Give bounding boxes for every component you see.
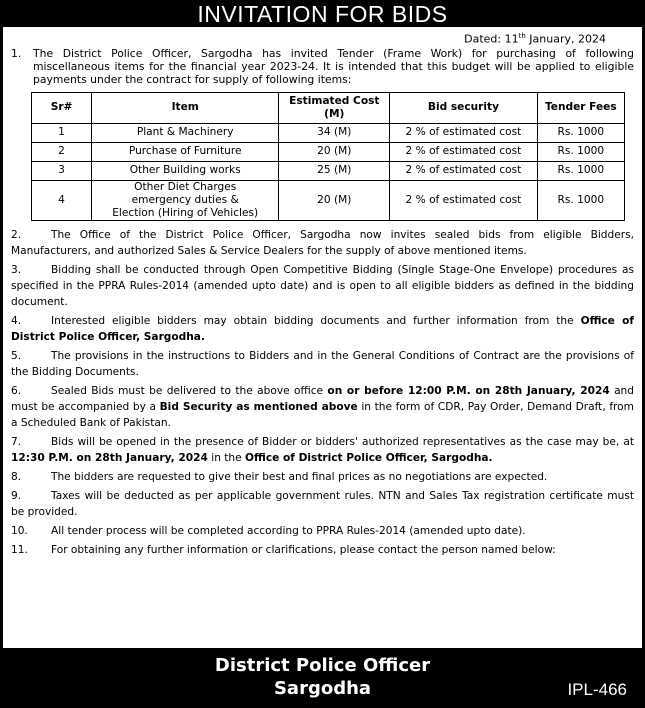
table-cell: Rs. 1000: [537, 180, 624, 220]
paragraph-text: Bids will be opened in the presence of Bidder or bidders' authorized representatives as the case may be, at: [51, 435, 634, 448]
table-cell: Other Building works: [92, 161, 279, 180]
table-row: [32, 123, 625, 142]
emphasis-text: on or before 12:00 P.M. on 28th January, 2024: [327, 384, 610, 397]
paragraph-4: [11, 313, 634, 345]
paragraph-number: 2.: [11, 228, 22, 241]
paragraph-number: 3.: [11, 263, 22, 276]
table-cell: 2: [32, 142, 92, 161]
emphasis-text: Office of District Police Officer, Sargodha.: [245, 451, 493, 464]
ad-title: INVITATION FOR BIDS: [0, 0, 645, 27]
table-cell: 25 (M): [279, 161, 390, 180]
paragraph-number: 7.: [11, 435, 22, 448]
column-header: Estimated Cost (M): [279, 92, 390, 123]
paragraph-number: 8.: [11, 470, 22, 483]
paragraph-text: in the form of CDR, Pay Order, Demand Draft, from a Scheduled Bank of Pakistan.: [11, 400, 634, 429]
paragraph-11: [11, 542, 634, 558]
paragraph-list: [11, 227, 634, 558]
column-header: Item: [92, 92, 279, 123]
ad-body: [3, 27, 642, 648]
dated-day: 11: [504, 32, 519, 46]
table-cell: Rs. 1000: [537, 142, 624, 161]
officer-location: Sargodha: [273, 678, 372, 699]
table-cell: 2 % of estimated cost: [390, 161, 537, 180]
paragraph-text: The provisions in the instructions to Bidders and in the General Conditions of Contract are the provisions of the Bidding Documents.: [11, 349, 634, 378]
paragraph-10: [11, 523, 634, 539]
signature-block: [0, 648, 645, 706]
paragraph-9: [11, 488, 634, 520]
table-cell: 20 (M): [279, 180, 390, 220]
paragraph-text: Bidding shall be conducted through Open Competitive Bidding (Single Stage-One Envelope) procedures as specified in the PPRA Rules-2014 (amended upto date) and is open to all eligible bidders as defined in the bidding document.: [11, 263, 634, 308]
table-cell: 1: [32, 123, 92, 142]
paragraph-number: 10.: [11, 524, 28, 537]
table-header-row: [32, 92, 625, 123]
paragraph-number: 5.: [11, 349, 22, 362]
column-header: Bid security: [390, 92, 537, 123]
paragraph-number: 6.: [11, 384, 22, 397]
table-cell: Other Diet Charges emergency duties & Election (Hiring of Vehicles): [92, 180, 279, 220]
paragraph-text: The bidders are requested to give their best and final prices as no negotiations are expected.: [51, 470, 548, 483]
table-cell: 2 % of estimated cost: [390, 142, 537, 161]
paragraph-text: All tender process will be completed according to PPRA Rules-2014 (amended upto date).: [51, 524, 526, 537]
paragraph-2: [11, 227, 634, 259]
paragraph-8: [11, 469, 634, 485]
table-cell: Rs. 1000: [537, 123, 624, 142]
column-header: Tender Fees: [537, 92, 624, 123]
paragraph-text: in the: [207, 451, 246, 464]
table-cell: 20 (M): [279, 142, 390, 161]
paragraph-text: Taxes will be deducted as per applicable government rules. NTN and Sales Tax registration certificate must be provided.: [11, 489, 634, 518]
table-cell: 2 % of estimated cost: [390, 180, 537, 220]
paragraph-number: 4.: [11, 314, 22, 327]
officer-title: District Police Officer: [214, 655, 431, 676]
column-header: Sr#: [32, 92, 92, 123]
dated-label: Dated:: [464, 32, 502, 46]
table-cell: 3: [32, 161, 92, 180]
emphasis-text: Office of District Police Officer, Sargodha.: [11, 314, 634, 343]
paragraph-text: The Office of the District Police Officer, Sargodha now invites sealed bids from eligible Bidders, Manufacturers, and authorized Sales & Service Dealers for the supply of above mentioned items.: [11, 228, 634, 257]
emphasis-text: 12:30 P.M. on 28th January, 2024: [11, 451, 208, 464]
paragraph-number: 11.: [11, 543, 28, 556]
emphasis-text: Bid Security as mentioned above: [159, 400, 358, 413]
paragraph-text: Interested eligible bidders may obtain bidding documents and further information from the: [51, 314, 581, 327]
paragraph-6: [11, 383, 634, 431]
items-table: [31, 92, 625, 221]
paragraph-text: The District Police Officer, Sargodha has invited Tender (Frame Work) for purchasing of following miscellaneous items for the financial year 2023-24. It is intended that this budget will be applied to eligible payments under the contract for supply of following items:: [33, 46, 634, 86]
paragraph-text: For obtaining any further information or clarifications, please contact the person named below:: [51, 543, 556, 556]
paragraph-number: 1.: [11, 46, 22, 60]
dated-rest: January, 2024: [529, 32, 606, 46]
table-cell: Plant & Machinery: [92, 123, 279, 142]
ad-code: IPL-466: [567, 680, 627, 699]
table-cell: Purchase of Furniture: [92, 142, 279, 161]
paragraph-3: [11, 262, 634, 310]
paragraph-text: and must be accompanied by a: [11, 384, 634, 413]
paragraph-text: Sealed Bids must be delivered to the above office: [51, 384, 328, 397]
table-cell: 2 % of estimated cost: [390, 123, 537, 142]
table-row: [32, 161, 625, 180]
table-cell: Rs. 1000: [537, 161, 624, 180]
paragraph-5: [11, 348, 634, 380]
paragraph-number: 9.: [11, 489, 22, 502]
table-cell: 34 (M): [279, 123, 390, 142]
table-row: [32, 180, 625, 220]
table-row: [32, 142, 625, 161]
paragraph-1: [11, 47, 634, 86]
table-cell: 4: [32, 180, 92, 220]
dated-suffix: th: [518, 32, 526, 40]
paragraph-7: [11, 434, 634, 466]
date-line: [11, 29, 634, 47]
